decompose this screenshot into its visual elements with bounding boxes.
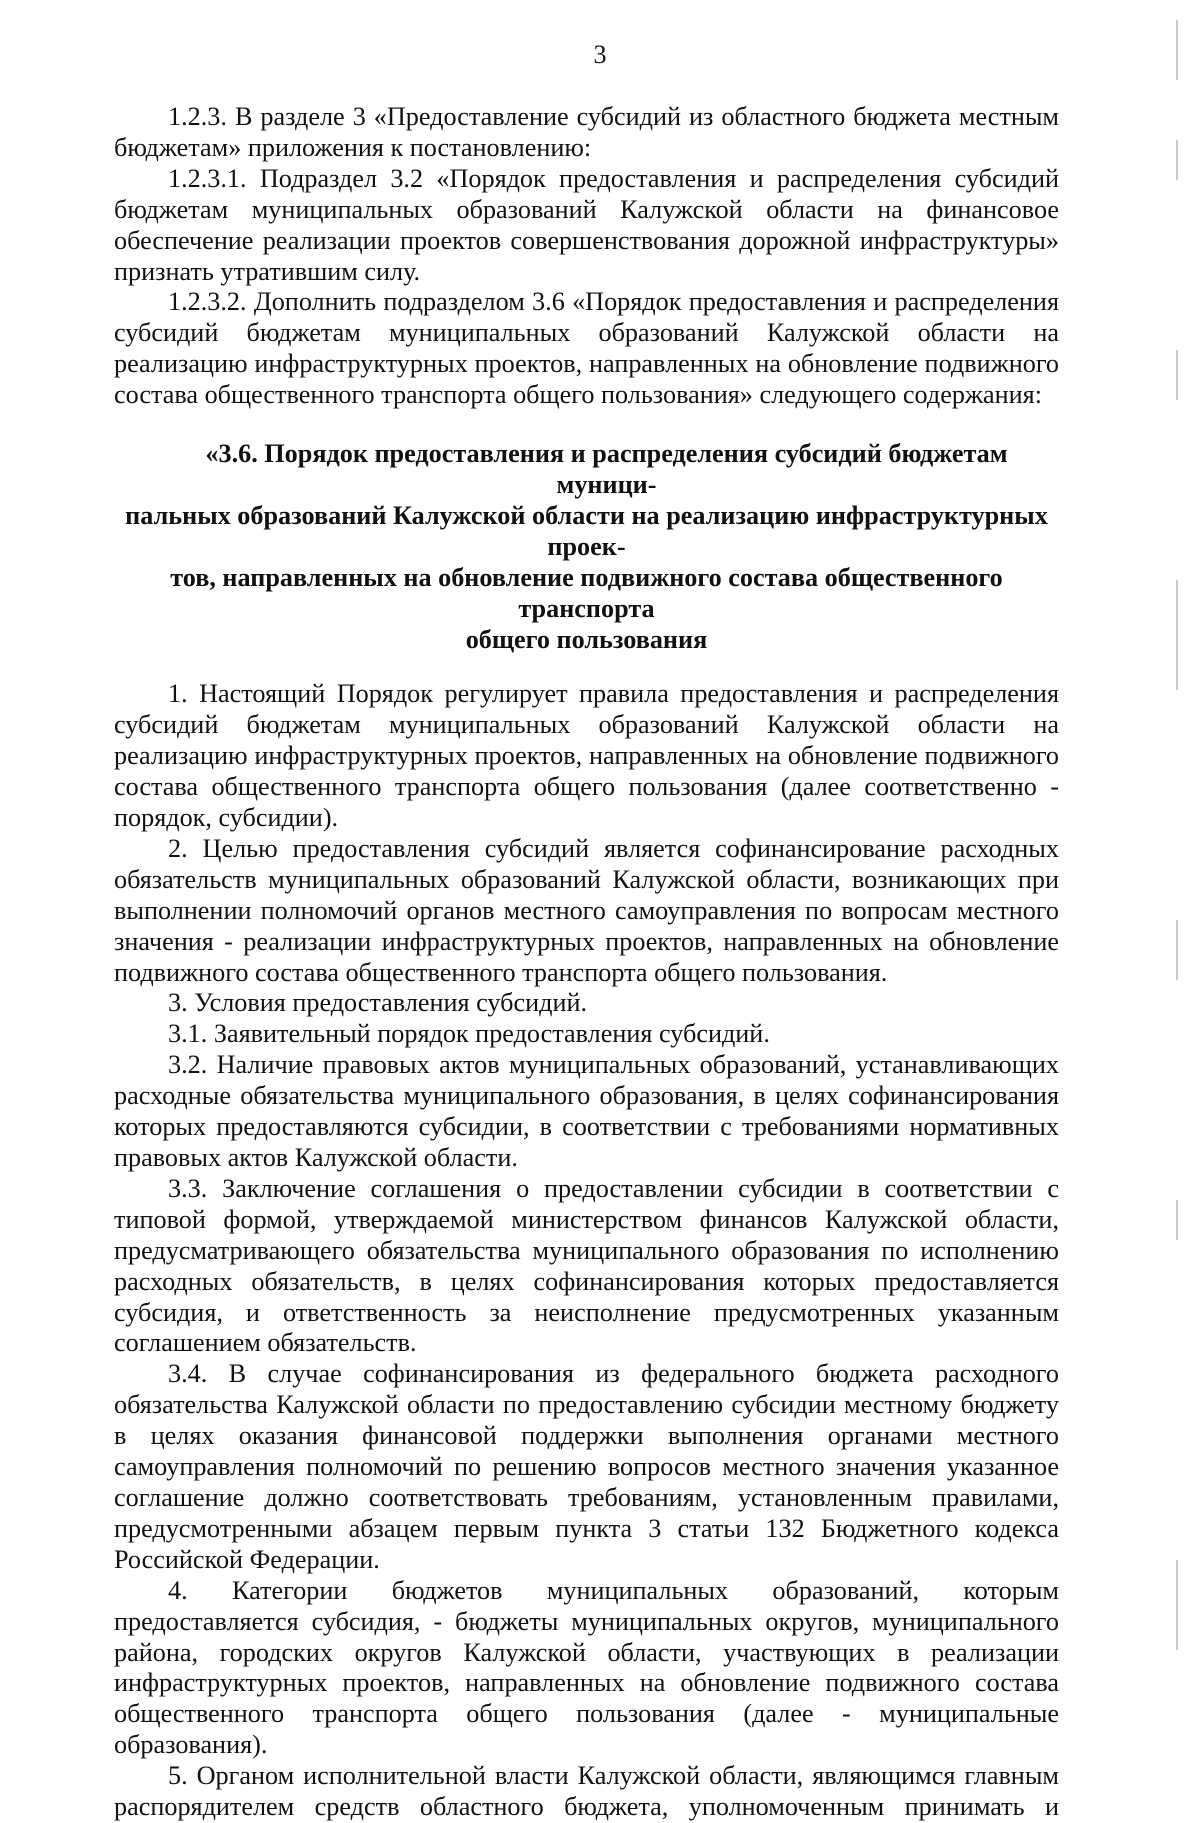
document-body: [114, 102, 1059, 1823]
section-heading-line: пальных образований Калужской области на реализацию инфраструктурных проек-: [125, 500, 1048, 561]
paragraph-item-3-1: 3.1. Заявительный порядок предоставления субсидий.: [168, 1019, 770, 1049]
page-number: 3: [593, 40, 607, 69]
paragraph-item-5: 5. Органом исполнительной власти Калужской области, являющимся главным распорядителем средств областного бюджета, уполномоченным принимать и: [114, 1761, 1059, 1822]
scan-edge-marks: [1176, 20, 1182, 1680]
section-heading-line: тов, направленных на обновление подвижного состава общественного транспорта: [170, 562, 1003, 623]
paragraph-item-3: 3. Условия предоставления субсидий.: [168, 988, 588, 1018]
paragraph-item-3-4: 3.4. В случае софинансирования из федерального бюджета расходного обязательства Калужской области по предоставлению субсидии местному бюджету в целях оказания финансовой поддержки выполнения органами местного самоуправления полномочий по решению вопросов местного значения указанное соглашение должно соответствовать требованиям, установленным правилами, предусмотренными абзацем первым пункта 3 статьи 132 Бюджетного кодекса Российской Федерации.: [114, 1359, 1059, 1574]
paragraph-1-2-3-2: 1.2.3.2. Дополнить подразделом 3.6 «Порядок предоставления и распределения субсидий бюджетам муниципальных образований Калужской области на реализацию инфраструктурных проектов, направленных на обновление подвижного состава общественного транспорта общего пользования» следующего содержания:: [114, 287, 1059, 410]
paragraph-item-3-2: 3.2. Наличие правовых актов муниципальных образований, устанавливающих расходные обязательства муниципального образования, в целях софинансирования которых предоставляются субсидии, в соответствии с требованиями нормативных правовых актов Калужской области.: [114, 1050, 1059, 1172]
section-heading-line: общего пользования: [465, 624, 708, 654]
section-heading-line: «3.6. Порядок предоставления и распределения субсидий бюджетам муници-: [205, 439, 1008, 499]
paragraph-1-2-3: 1.2.3. В разделе 3 «Предоставление субсидий из областного бюджета местным бюджетам» приложения к постановлению:: [114, 102, 1059, 162]
paragraph-item-3-3: 3.3. Заключение соглашения о предоставлении субсидии в соответствии с типовой формой, утверждаемой министерством финансов Калужской области, предусматривающего обязательства муниципального образования по исполнению расходных обязательств, в целях софинансирования которых предоставляется субсидия, и ответственность за неисполнение предусмотренных указанным соглашением обязательств.: [114, 1173, 1059, 1358]
paragraph-item-1: 1. Настоящий Порядок регулирует правила предоставления и распределения субсидий бюджетам муниципальных образований Калужской области на реализацию инфраструктурных проектов, направленных на обновление подвижного состава общественного транспорта общего пользования (далее соответственно - порядок, субсидии).: [114, 679, 1059, 833]
paragraph-item-4: 4. Категории бюджетов муниципальных образований, которым предоставляется субсидия, - бюджеты муниципальных округов, муниципального района, городских округов Калужской области, участвующих в реализации инфраструктурных проектов, направленных на обновление подвижного состава общественного транспорта общего пользования (далее - муниципальные образования).: [114, 1575, 1059, 1760]
paragraph-item-2: 2. Целью предоставления субсидий является софинансирование расходных обязательств муниципальных образований Калужской области, возникающих при выполнении полномочий органов местного самоуправления по вопросам местного значения - реализации инфраструктурных проектов, направленных на обновление подвижного состава общественного транспорта общего пользования.: [114, 833, 1059, 987]
section-heading: [114, 439, 1059, 655]
paragraph-1-2-3-1: 1.2.3.1. Подраздел 3.2 «Порядок предоставления и распределения субсидий бюджетам муниципальных образований Калужской области на финансовое обеспечение реализации проектов совершенствования дорожной инфраструктуры» признать утратившим силу.: [114, 163, 1059, 286]
